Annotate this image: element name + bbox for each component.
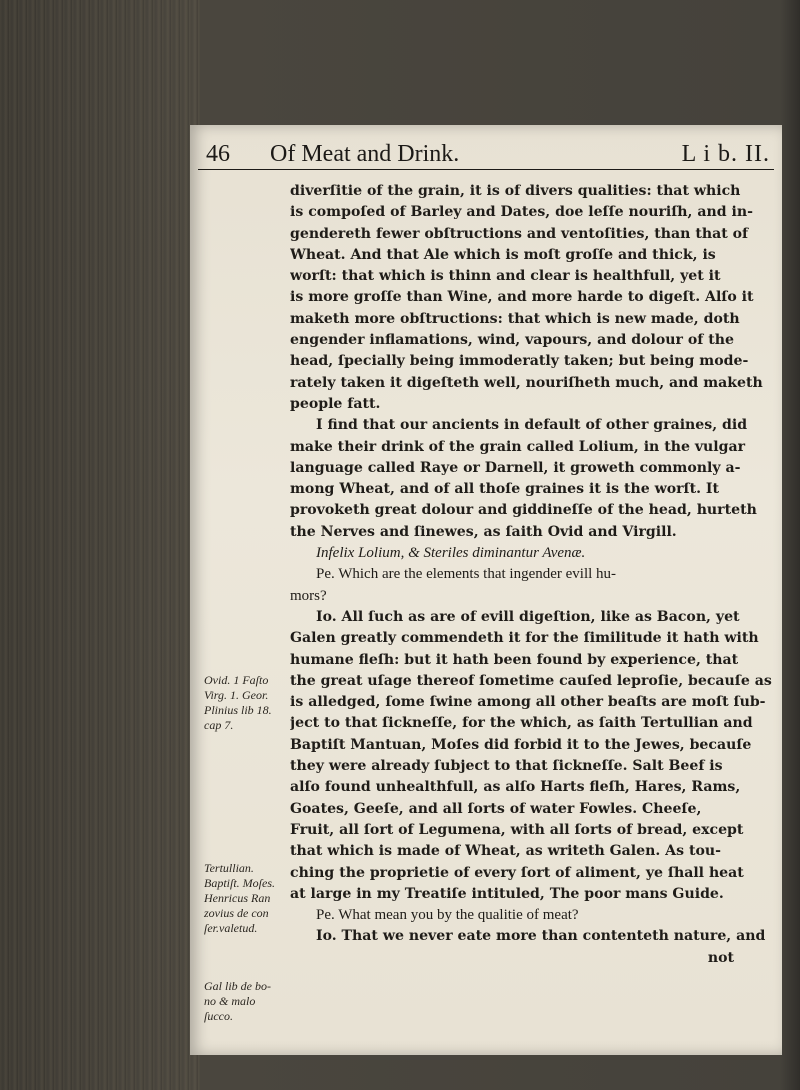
page-number: 46 [206, 141, 230, 167]
text-line: worſt: that which is thinn and clear is healthfull, yet it [290, 268, 721, 285]
margin-line: ſucco. [204, 1009, 233, 1023]
text-line: humane fleſh: but it hath been found by experience, that [290, 651, 739, 668]
text-line: Wheat. And that Ale which is moſt groſſe and thick, is [290, 246, 716, 263]
text-line: alſo found unhealthfull, as alſo Harts fleſh, Hares, Rams, [290, 779, 741, 796]
margin-line: Ovid. 1 Faſto [204, 673, 269, 687]
text-line: language called Raye or Darnell, it groweth commonly a- [290, 459, 741, 476]
text-line: ject to that ſickneſſe, for the which, as ſaith Tertullian and [290, 715, 753, 732]
text-line: Fruit, all ſort of Legumena, with all ſorts of bread, except [290, 821, 744, 838]
text-line: Io. That we never eate more than contenteth nature, and [316, 928, 766, 945]
text-line: they were already ſubject to that ſickneſſe. Salt Beef is [290, 758, 723, 775]
text-line: Baptiſt Mantuan, Moſes did forbid it to the Jewes, becauſe [290, 736, 752, 753]
book-number: L i b. II. [681, 141, 770, 167]
margin-line: Tertullian. [204, 861, 254, 875]
text-line: ching the proprietie of every ſort of aliment, ye ſhall heat [290, 864, 744, 881]
margin-line: no & malo [204, 994, 256, 1008]
text-line: that which is made of Wheat, as writeth Galen. As tou- [290, 843, 721, 860]
catchword: not [707, 949, 734, 966]
text-line: Galen greatly commendeth it for the ſimilitude it hath with [290, 630, 759, 647]
text-line: the great uſage thereof ſometime cauſed leproſie, becauſe as [290, 672, 772, 689]
running-head: Of Meat and Drink. [270, 141, 460, 167]
text-line: I find that our ancients in default of other graines, did [316, 417, 748, 434]
text-line: maketh more obſtructions: that which is new made, doth [290, 310, 740, 327]
latin-quote: Infelix Lolium, & Steriles diminantur Avenæ. [316, 545, 586, 562]
text-line: make their drink of the grain called Lolium, in the vulgar [290, 438, 746, 455]
text-line: the Nerves and ſinewes, as ſaith Ovid and Virgill. [290, 523, 677, 540]
text-line: at large in my Treatiſe intituled, The poor mans Guide. [290, 885, 724, 902]
text-line: engender inflamations, wind, vapours, and dolour of the [290, 332, 734, 349]
margin-line: cap 7. [204, 718, 234, 732]
margin-line: Gal lib de bo- [204, 979, 271, 993]
margin-line: zovius de con [204, 906, 269, 920]
book-page [190, 125, 782, 1055]
text-line: provoketh great dolour and giddineſſe of the head, hurteth [290, 502, 757, 519]
text-line: head, ſpecially being immoderatly taken; but being mode- [290, 353, 749, 370]
margin-line: ſer.valetud. [204, 921, 258, 935]
margin-line: Henricus Ran [204, 891, 271, 905]
text-line: people fatt. [290, 395, 381, 412]
margin-line: Plinius lib 18. [204, 703, 272, 717]
book-spine [0, 0, 200, 1090]
text-line: gendereth fewer obſtructions and ventoſities, than that of [290, 225, 749, 242]
text-line: is more groſſe than Wine, and more harde to digeſt. Alſo it [290, 289, 754, 306]
body-text [290, 181, 774, 969]
margin-note-ovid [204, 673, 288, 733]
text-line: diverſitie of the grain, it is of divers qualities: that which [290, 183, 741, 199]
question-line: Pe. What mean you by the qualitie of meat? [316, 907, 579, 924]
page-header [198, 137, 774, 171]
margin-line: Baptiſt. Moſes. [204, 876, 275, 890]
header-rule [198, 169, 774, 170]
text-line: is alledged, ſome ſwine among all other beaſts are moſt ſub- [290, 694, 766, 711]
text-line: Goates, Geeſe, and all ſorts of water Fowles. Cheeſe, [290, 800, 702, 817]
question-line: mors? [290, 587, 327, 604]
text-line: mong Wheat, and of all thoſe graines it is the worſt. It [290, 481, 720, 498]
margin-note-galen [204, 979, 288, 1024]
text-line: rately taken it digeſteth well, nouriſheth much, and maketh [290, 374, 763, 391]
text-line: Io. All ſuch as are of evill digeſtion, like as Bacon, yet [316, 608, 740, 625]
text-line: is compoſed of Barley and Dates, doe leſſe nouriſh, and in- [290, 204, 753, 221]
margin-note-tertullian [204, 861, 288, 936]
margin-line: Virg. 1. Geor. [204, 688, 269, 702]
question-line: Pe. Which are the elements that ingender evill hu- [316, 566, 617, 583]
